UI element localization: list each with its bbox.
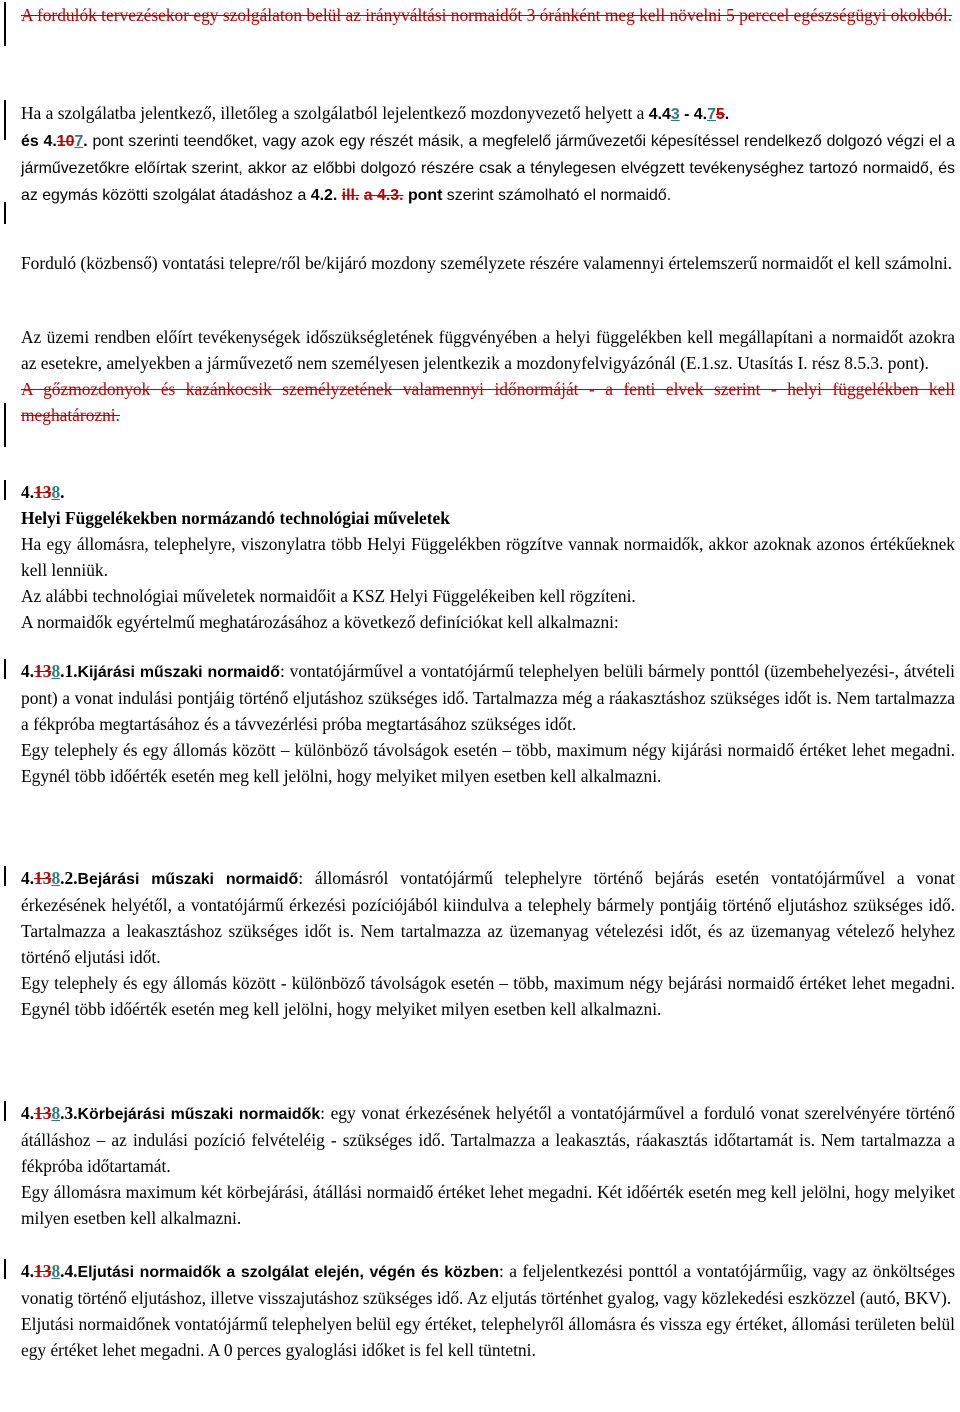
item-number: .1. bbox=[60, 661, 78, 681]
inserted-text: 7 bbox=[74, 132, 84, 150]
inserted-text: 8 bbox=[51, 1261, 61, 1281]
item-number-prefix: 4. bbox=[21, 1261, 35, 1281]
item-title: Körbejárási műszaki normaidők bbox=[77, 1106, 321, 1123]
definition-item bbox=[21, 1259, 955, 1364]
ref-end: . bbox=[83, 132, 88, 150]
deleted-text: 13 bbox=[34, 1261, 52, 1281]
paragraph-replacement-duty bbox=[21, 101, 955, 209]
item-number-prefix: 4. bbox=[21, 868, 35, 888]
deleted-paragraph bbox=[21, 3, 955, 29]
change-bar bbox=[4, 100, 6, 140]
item-text: : állomásról vontatójármű telephelyre történő bejárás esetén vontatójárművel a vonat érkezésének helyétől, a vontatójármű érkezési pozíciójából kiindulva a telephely bármely pontjáig történő eljutáshoz szükséges idő. Tartalmazza a leakasztáshoz szükséges időt is. Nem tartalmazza az üzemanyag vételezési időt, és az üzemanyag vételező helyhez történő eljutási időt. bbox=[21, 868, 955, 967]
deleted-text: 5 bbox=[715, 106, 725, 123]
deleted-text: a 4.3. bbox=[363, 186, 404, 204]
section-number-end: . bbox=[60, 482, 65, 502]
paragraph-text: Forduló (közbenső) vontatási telepre/ről be/kijáró mozdony személyzete részére valamennyi értelemszerű normaidőt el kell számolni. bbox=[21, 253, 953, 273]
paragraph-text: Az alábbi technológiai műveletek normaidőit a KSZ Helyi Függelékeiben kell rögzíteni. bbox=[21, 585, 636, 606]
definition-item bbox=[21, 866, 955, 1022]
paragraph-operating-order bbox=[21, 325, 955, 429]
inserted-text: 8 bbox=[51, 661, 61, 681]
section-number bbox=[21, 480, 955, 506]
item-text: : vontatójárművel a vontatójármű telephelyen belüli bármely ponttól (üzembehelyezési-, átvételi pont) a vonat indulási pontjáig történő eljutáshoz szükséges idő. Tartalmazza még a ráakasztáshoz szükséges időt is. Nem tartalmazza a fékpróba megtartásához és a távvezérlési próba megtartásához szükséges időt. bbox=[21, 661, 955, 734]
item-extra: Eljutási normaidőnek vontatójármű telephelyen belül egy értéket, telephelyről állomásra és vissza egy értéket, állomási területen belül egy értéket lehet megadni. A 0 perces gyaloglási időket is fel kell tüntetni. bbox=[21, 1313, 955, 1360]
ref-separator: - 4. bbox=[679, 106, 708, 123]
paragraph-text: A normaidők egyértelmű meghatározásához a következő definíciókat kell alkalmazni: bbox=[21, 611, 619, 632]
item-extra: Egy állomásra maximum két körbejárási, átállási normaidő értéket lehet megadni. Két időérték esetén meg kell jelölni, hogy melyiket milyen esetben kell alkalmazni. bbox=[21, 1181, 955, 1228]
change-bar bbox=[4, 1259, 6, 1279]
ref-number: 4.2. bbox=[310, 186, 338, 204]
change-bar bbox=[4, 480, 6, 500]
definition-item bbox=[21, 1101, 955, 1232]
paragraph-text: Ha egy állomásra, telephelyre, viszonylatra több Helyi Függelékben rögzítve vannak normaidők, akkor azoknak azonos értékűeknek kell lenniük. bbox=[21, 533, 955, 580]
item-number-prefix: 4. bbox=[21, 661, 35, 681]
deleted-text: 13 bbox=[34, 482, 52, 502]
ref-end: . bbox=[724, 106, 730, 123]
inserted-text: 3 bbox=[670, 106, 680, 123]
inserted-text: 7 bbox=[707, 106, 716, 123]
item-title: Bejárási műszaki normaidő bbox=[77, 871, 299, 888]
deleted-text: A gőzmozdonyok és kazánkocsik személyzetének valamennyi időnormáját - a fenti elvek szerint - helyi függelékben kell meghatározni. bbox=[21, 378, 955, 425]
deleted-text: ill. bbox=[341, 186, 360, 204]
ref-number: 4.4 bbox=[648, 106, 671, 123]
deleted-text: A fordulók tervezésekor egy szolgálaton belül az irányváltási normaidőt 3 óránként meg kell növelni 5 perccel egészségügyi okokból. bbox=[21, 5, 953, 25]
change-bar bbox=[4, 659, 6, 679]
paragraph-text: pont szerinti teendőket, vagy azok egy részét másik, a megfelelő járművezetői képesítéssel rendelkező dolgozó végzi el a járművezetőkre előírtak szerint, akkor az előbbi dolgozó részére csak a ténylegesen elvégzett tevékenységhez tartozó normaidő, és az egymás közötti szolgálat átadáshoz a bbox=[21, 132, 956, 204]
inserted-text: 8 bbox=[51, 868, 61, 888]
change-bar bbox=[4, 1101, 6, 1121]
section-title bbox=[21, 506, 955, 532]
deleted-text: 10 bbox=[56, 132, 75, 150]
item-title: Eljutási normaidők a szolgálat elején, végén és közben bbox=[77, 1264, 499, 1281]
change-bar bbox=[4, 2, 6, 46]
deleted-text: 13 bbox=[34, 868, 52, 888]
item-text: : a feljelentkezési ponttól a vontatójárműig, vagy az önköltséges vonatig történő eljutáshoz, illetve visszajutáshoz szükséges idő. Az eljutás történhet gyalog, vagy közlekedési eszközzel (autó, BKV). bbox=[21, 1261, 955, 1308]
item-title: Kijárási műszaki normaidő bbox=[77, 664, 280, 681]
item-extra: Egy telephely és egy állomás között – különböző távolságok esetén – több, maximum négy kijárási normaidő értéket lehet megadni. Egynél több időérték esetén meg kell jelölni, hogy melyiket milyen esetben kell alkalmazni. bbox=[21, 739, 955, 786]
item-number: .2. bbox=[60, 868, 78, 888]
section-number-prefix: 4. bbox=[21, 482, 35, 502]
item-number: .3. bbox=[60, 1103, 78, 1123]
inserted-text: 8 bbox=[51, 1103, 61, 1123]
section-title-text: Helyi Függelékekben normázandó technológiai műveletek bbox=[21, 507, 450, 528]
item-number: .4. bbox=[60, 1261, 78, 1281]
change-bar bbox=[4, 866, 6, 886]
item-extra: Egy telephely és egy állomás között - különböző távolságok esetén – több, maximum négy bejárási normaidő értéket lehet megadni. Egynél több időérték esetén meg kell jelölni, hogy melyiket milyen esetben kell alkalmazni. bbox=[21, 972, 955, 1019]
paragraph-text: Az üzemi rendben előírt tevékenységek időszükségletének függvényében a helyi függelékben kell megállapítani a normaidőt azokra az esetekre, amelyekben a járművezető nem személyesen jelentkezik a mozdonyfelvigyázónál (E.1.sz. Utasítás I. rész 8.5.3. pont). bbox=[21, 327, 955, 373]
item-number-prefix: 4. bbox=[21, 1103, 35, 1123]
paragraph-text: Ha a szolgálatba jelentkező, illetőleg a szolgálatból lejelentkező mozdonyvezető helyett a bbox=[21, 103, 649, 123]
paragraph-text: szerint számolható el normaidő. bbox=[442, 186, 672, 204]
item-text: : egy vonat érkezésének helyétől a vontatójárművel a forduló vonat szerelvényére történő átálláshoz – az indulási pozíció felvételéig - szükséges idő. Tartalmazza a leakasztás, ráakasztás időtartamát is. Nem tartalmazza a fékpróba időtartamát. bbox=[21, 1103, 955, 1176]
definition-item bbox=[21, 659, 955, 790]
paragraph-turnaround bbox=[21, 251, 955, 277]
deleted-text: 13 bbox=[34, 661, 52, 681]
inserted-text: 8 bbox=[51, 482, 61, 502]
change-bar bbox=[4, 202, 6, 224]
change-bar bbox=[4, 403, 6, 447]
deleted-text: 13 bbox=[34, 1103, 52, 1123]
ref-conjunction: és 4. bbox=[21, 132, 57, 150]
ref-label: pont bbox=[403, 186, 443, 204]
section-4-8 bbox=[21, 480, 955, 635]
